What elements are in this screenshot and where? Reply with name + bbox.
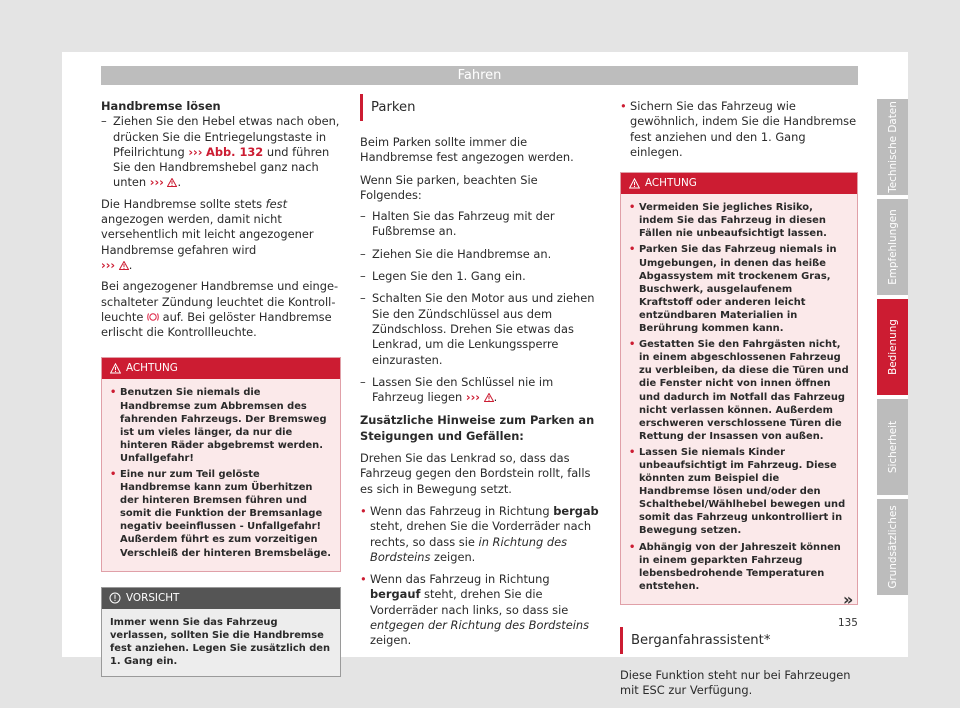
- step-item: – Schalten Sie den Motor aus und ziehen Sie den Zündschlüssel aus dem Zündschloss. Drehen Sie etwas das Lenkrad, um die Lenkungssperre einzurasten.: [360, 291, 600, 367]
- warning-body: [102, 379, 340, 570]
- text: steht, drehen Sie die Vorderräder nach links, so dass sie: [370, 587, 569, 617]
- page-number: 135: [838, 617, 858, 629]
- warning-title: ACHTUNG: [645, 177, 697, 190]
- warning-box: [101, 357, 341, 571]
- brake-warning-light-icon: [147, 312, 159, 322]
- tab-label: Empfehlungen: [886, 209, 899, 285]
- tab-label: Technische Daten: [886, 101, 899, 193]
- warning-item: • Vermeiden Sie jegliches Risiko, indem Sie das Fahrzeug in diesen Fällen nie unbeaufsichtigt lassen.: [629, 201, 849, 240]
- warning-item: • Gestatten Sie den Fahrgästen nicht, in einem abgeschlossenen Fahrzeug zu verbleiben, da diese die Türen und die Fenster nicht von innen öffnen und dadurch im Notfall das Fahrzeug nicht verlassen können. Außerdem erschweren verschlossene Türen die Rettung der Insassen von außen.: [629, 338, 849, 443]
- warning-item: • Abhängig von der Jahreszeit können in einem geparkten Fahrzeug lebensbedrohende Temperaturen entstehen.: [629, 541, 849, 593]
- ref-arrow: ›››: [101, 257, 116, 272]
- text: steht, drehen Sie die Vorderräder nach rechts, so dass sie: [370, 519, 592, 549]
- tab-label: Bedienung: [886, 319, 899, 375]
- figure-link[interactable]: Abb. 132: [206, 144, 264, 159]
- warning-header: [102, 358, 340, 379]
- ref-arrow: ›››: [465, 390, 480, 405]
- ref-arrow: ›››: [149, 175, 164, 190]
- warning-item: • Lassen Sie niemals Kinder unbeaufsichtigt im Fahrzeug. Diese könnten zum Beispiel die Handbremse lösen und/oder den Schalthebel/Wählhebel bewegen und somit das Fahrzeug unkontrolliert in Bewegung setzen.: [629, 446, 849, 538]
- page-header: Fahren: [101, 66, 858, 85]
- paragraph: [101, 279, 341, 340]
- step-item: – Lassen Sie den Schlüssel nie im Fahrzeug liegen ››› .: [360, 375, 600, 406]
- paragraph: Beim Parken sollte immer die Handbremse fest angezogen werden.: [360, 135, 574, 165]
- ref-arrow: ›››: [188, 144, 203, 159]
- text: Die Handbremse sollte stets: [101, 196, 266, 211]
- caution-title: VORSICHT: [126, 591, 180, 604]
- bold-text: bergauf: [370, 587, 421, 602]
- emphasis: entgegen der Richtung des Bordsteins: [370, 618, 590, 633]
- tab-sicherheit[interactable]: [877, 399, 908, 495]
- section-heading: Handbremse lösen: [101, 99, 221, 113]
- warning-item: • Eine nur zum Teil gelöste Handbremse kann zum Überhitzen der hinteren Bremsen führen und somit die Funktion der Bremsanlage negativ beeinflussen - Unfallgefahr! Außerdem führt es zum vorzeitigen Verschleiß der hinteren Bremsbeläge.: [110, 468, 332, 560]
- step-text: Ziehen Sie den Hebel etwas nach oben, drücken Sie die Entriegelungstaste in Pfeilrichtung: [113, 114, 340, 159]
- bullet-item: [360, 572, 600, 648]
- text: Wenn das Fahrzeug in Richtung: [370, 503, 554, 518]
- warning-triangle-icon: [119, 261, 129, 270]
- warning-body: [621, 194, 857, 604]
- tab-empfehlungen[interactable]: [877, 199, 908, 295]
- step-text: und führen Sie den Handbremshebel ganz nach unten: [113, 144, 330, 190]
- step-item: – Ziehen Sie die Handbremse an.: [360, 247, 600, 262]
- text: Wenn das Fahrzeug in Richtung: [370, 572, 550, 587]
- caution-header: [102, 588, 340, 609]
- step-item: – Legen Sie den 1. Gang ein.: [360, 269, 600, 284]
- bullet-item: • Sichern Sie das Fahrzeug wie gewöhnlich, indem Sie die Handbremse fest anziehen und den 1. Gang einlegen.: [620, 99, 858, 160]
- bullet-item: [360, 504, 600, 565]
- text: zeigen.: [370, 633, 412, 648]
- tab-technische-daten[interactable]: [877, 99, 908, 195]
- emphasis: fest: [265, 196, 288, 211]
- text: zeigen.: [430, 549, 476, 564]
- text: Bei angezogener Handbremse und eingeschalteter Zündung leuchtet die Kontrollleuchte: [101, 279, 339, 324]
- left-column: [101, 99, 341, 677]
- paragraph: Wenn Sie parken, beachten Sie Folgendes:: [360, 172, 538, 202]
- continue-arrow: »: [843, 590, 854, 609]
- warning-item: • Parken Sie das Fahrzeug niemals in Umgebungen, in denen das heiße Abgassystem mit trockenem Gras, Buschwerk, ausgelaufenem Kraftstoff oder anderen leicht entzündbaren Materialien in Berührung kommen kann.: [629, 243, 849, 335]
- bold-text: bergab: [553, 503, 599, 518]
- warning-item: • Benutzen Sie niemals die Handbremse zum Abbremsen des fahrenden Fahrzeugs. Der Bremsweg ist um vieles länger, da nur die hinteren Räder abgebremst werden. Unfallgefahr!: [110, 386, 332, 465]
- sub-heading: Zusätzliche Hinweise zum Parken an Steigungen und Gefällen:: [360, 413, 595, 443]
- warning-triangle-icon: [484, 393, 494, 402]
- section-title: Parken: [360, 94, 600, 121]
- paragraph: Diese Funktion steht nur bei Fahrzeugen mit ESC zur Verfügung.: [620, 667, 851, 698]
- section-title: Berganfahrassistent*: [620, 627, 858, 654]
- chapter-tabs: [877, 99, 908, 599]
- step-text: Lassen Sie den Schlüssel nie im Fahrzeug liegen: [372, 374, 554, 405]
- paragraph: Die Handbremse sollte stets fest angezogen werden, damit nicht versehentlich mit leicht angezogener Handbremse gefahren wird ››› .: [101, 196, 314, 272]
- right-column: [620, 99, 858, 699]
- tab-bedienung[interactable]: [877, 299, 908, 395]
- tab-label: Sicherheit: [886, 420, 899, 474]
- warning-triangle-icon: [110, 363, 121, 374]
- caution-box: [101, 587, 341, 677]
- emphasis: in Richtung des Bordsteins: [370, 534, 568, 564]
- warning-box: [620, 172, 858, 605]
- warning-header: [621, 173, 857, 194]
- warning-triangle-icon: [629, 178, 640, 189]
- info-circle-icon: [109, 592, 121, 604]
- text: angezogen werden, damit nicht versehentlich mit leicht angezogener Handbremse gefahren wird: [101, 212, 314, 257]
- caution-body: Immer wenn Sie das Fahrzeug verlassen, sollten Sie die Handbremse fest anziehen. Legen Sie zusätzlich den 1. Gang ein.: [110, 616, 331, 667]
- tab-grundsaetzliches[interactable]: [877, 499, 908, 595]
- text: auf. Bei gelöster Handbremse erlischt die Kontrollleuchte.: [101, 309, 332, 340]
- step-item: – Ziehen Sie den Hebel etwas nach oben, drücken Sie die Entriegelungstaste in Pfeilrichtung ››› Abb. 132 und führen Sie den Handbremshebel ganz nach unten ››› .: [101, 114, 341, 190]
- middle-column: [360, 94, 600, 649]
- step-item: – Halten Sie das Fahrzeug mit der Fußbremse an.: [360, 209, 600, 240]
- warning-title: ACHTUNG: [126, 362, 178, 375]
- paragraph: Drehen Sie das Lenkrad so, dass das Fahrzeug gegen den Bordstein rollt, falls es sich in Bewegung setzt.: [360, 451, 591, 496]
- tab-label: Grundsätzliches: [886, 505, 899, 589]
- warning-triangle-icon: [167, 178, 177, 187]
